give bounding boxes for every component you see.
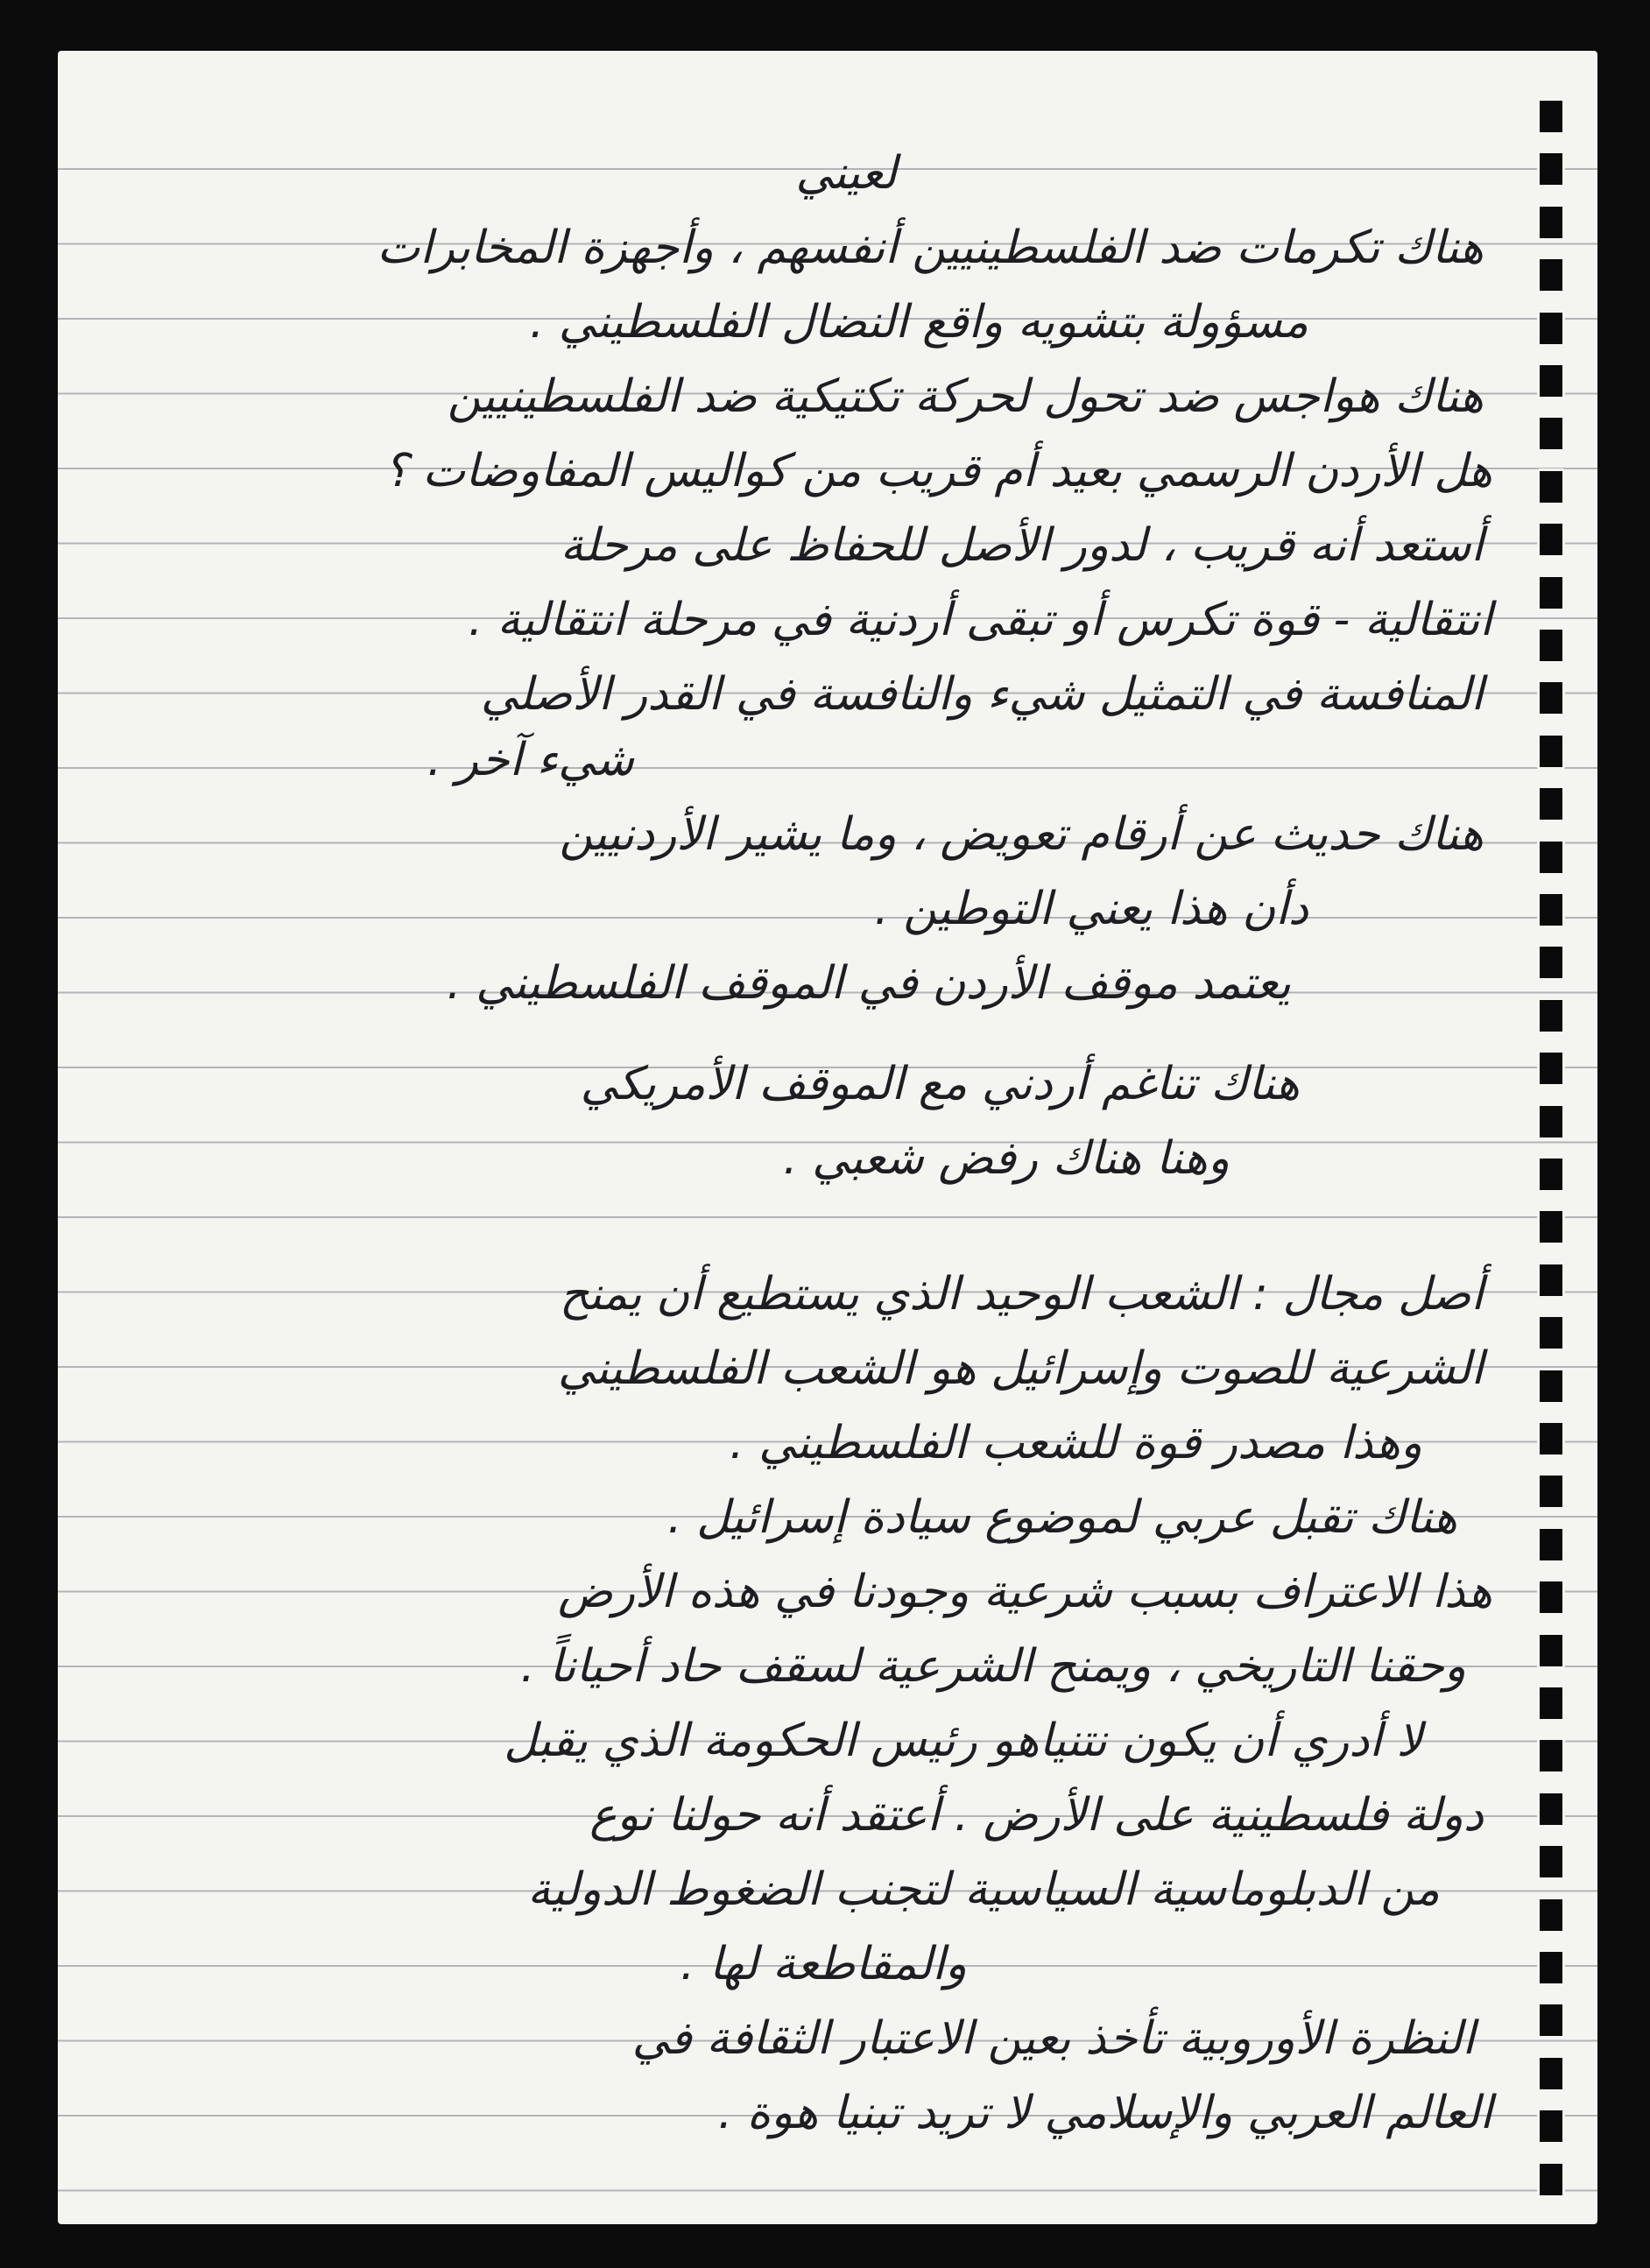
binding-hole: [1537, 1262, 1565, 1299]
binding-hole: [1537, 680, 1565, 716]
binding-hole: [1537, 2161, 1565, 2198]
binding-hole: [1537, 310, 1565, 347]
handwritten-line: أستعد أنه قريب ، لدور الأصل للحفاظ على مرحلة: [560, 519, 1484, 572]
binding-hole: [1537, 1843, 1565, 1880]
binding-hole: [1537, 1473, 1565, 1510]
handwritten-line: يعتمد موقف الأردن في الموقف الفلسطيني .: [447, 957, 1291, 1010]
binding-hole: [1537, 151, 1565, 187]
spiral-binding-holes: [1537, 98, 1569, 2235]
binding-hole: [1537, 257, 1565, 293]
binding-hole: [1537, 1050, 1565, 1087]
handwritten-line: وهنا هناك رفض شعبي .: [783, 1132, 1230, 1185]
handwritten-line: انتقالية - قوة تكرس أو تبقى أردنية في مرحلة انتقالية .: [468, 594, 1492, 646]
binding-hole: [1537, 2108, 1565, 2145]
handwritten-line: الشرعية للصوت وإسرائيل هو الشعب الفلسطيني: [557, 1342, 1484, 1395]
handwritten-line: لا أدري أن يكون نتنياهو رئيس الحكومة الذي يقبل: [504, 1715, 1422, 1767]
handwritten-line: المنافسة في التمثيل شيء والنافسة في القدر الأصلي: [480, 668, 1484, 721]
binding-hole: [1537, 363, 1565, 399]
handwritten-line: من الدبلوماسية السياسية لتجنب الضغوط الدولية: [527, 1863, 1440, 1916]
binding-hole: [1537, 1368, 1565, 1405]
handwritten-line: هذا الاعتراف بسبب شرعية وجودنا في هذه الأرض: [557, 1566, 1492, 1618]
handwritten-line: دأن هذا يعني التوطين .: [874, 883, 1308, 935]
binding-hole: [1537, 2055, 1565, 2092]
binding-hole: [1537, 997, 1565, 1034]
handwritten-line: وحقنا التاريخي ، ويمنح الشرعية لسقف حاد أحياناً .: [520, 1640, 1466, 1693]
binding-hole: [1537, 468, 1565, 505]
handwritten-line: هل الأردن الرسمي بعيد أم قريب من كواليس المفاوضات ؟: [384, 445, 1492, 497]
binding-hole: [1537, 733, 1565, 770]
binding-hole: [1537, 627, 1565, 664]
handwritten-line: هناك تقبل عربي لموضوع سيادة إسرائيل .: [667, 1491, 1457, 1544]
binding-hole: [1537, 1526, 1565, 1563]
binding-hole: [1537, 521, 1565, 558]
handwritten-line: وهذا مصدر قوة للشعب الفلسطيني .: [730, 1417, 1422, 1469]
handwritten-line: هناك تناغم أردني مع الموقف الأمريكي: [580, 1058, 1300, 1110]
handwritten-line: دولة فلسطينية على الأرض . أعتقد أنه حولنا نوع: [589, 1789, 1484, 1842]
binding-hole: [1537, 891, 1565, 928]
binding-hole: [1537, 1737, 1565, 1774]
binding-hole: [1537, 2002, 1565, 2039]
handwritten-line: هناك هواجس ضد تحول لحركة تكتيكية ضد الفلسطينيين: [447, 370, 1484, 423]
handwritten-line: النظرة الأوروبية تأخذ بعين الاعتبار الثقافة في: [631, 2012, 1475, 2065]
binding-hole: [1537, 98, 1565, 135]
handwritten-line: مسؤولة بتشويه واقع النضال الفلسطيني .: [529, 296, 1308, 349]
binding-hole: [1537, 1208, 1565, 1245]
handwritten-line: لعيني: [795, 147, 897, 200]
handwritten-line: هناك حديث عن أرقام تعويض ، وما يشير الأردنيين: [559, 808, 1484, 861]
binding-hole: [1537, 1791, 1565, 1828]
binding-hole: [1537, 1156, 1565, 1193]
binding-hole: [1537, 1632, 1565, 1669]
binding-hole: [1537, 1949, 1565, 1986]
handwritten-line: شيء آخر .: [427, 734, 634, 786]
binding-hole: [1537, 1579, 1565, 1616]
notebook-page: [58, 51, 1597, 2224]
binding-hole: [1537, 944, 1565, 981]
handwritten-line: أصل مجال : الشعب الوحيد الذي يستطيع أن يمنح: [559, 1268, 1484, 1321]
binding-hole: [1537, 1103, 1565, 1140]
binding-hole: [1537, 1897, 1565, 1933]
handwritten-line: والمقاطعة لها .: [680, 1938, 967, 1990]
binding-hole: [1537, 785, 1565, 822]
handwritten-line: العالم العربي والإسلامي لا تريد تبنيا هوة .: [717, 2087, 1492, 2139]
binding-hole: [1537, 204, 1565, 241]
binding-hole: [1537, 574, 1565, 611]
binding-hole: [1537, 1420, 1565, 1457]
binding-hole: [1537, 839, 1565, 876]
binding-hole: [1537, 1685, 1565, 1722]
handwritten-line: هناك تكرمات ضد الفلسطينيين أنفسهم ، وأجهزة المخابرات: [377, 222, 1484, 274]
binding-hole: [1537, 1314, 1565, 1351]
binding-hole: [1537, 415, 1565, 452]
